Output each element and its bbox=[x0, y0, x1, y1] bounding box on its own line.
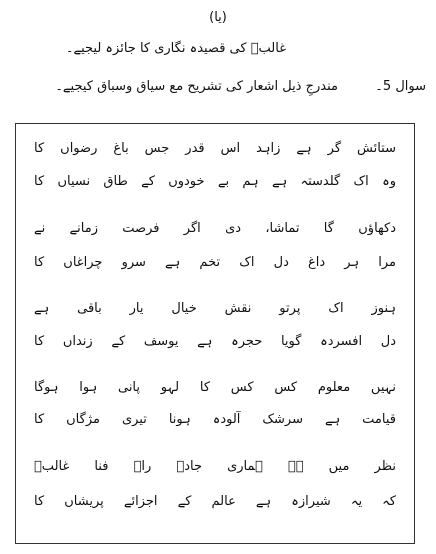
verse-line: ہنوز اک پرتو نقش خیال یار باقی ہے bbox=[34, 301, 396, 316]
verse-line: قیامت ہے سرشک آلودہ ہونا تیری مژگاں کا bbox=[34, 412, 396, 427]
question-row bbox=[55, 77, 426, 97]
verse-line: دکھاؤں گا تماشا، دی اگر فرصت زمانے نے bbox=[34, 221, 396, 236]
or-label: (یا) bbox=[209, 10, 227, 25]
verse-line: ستائش گر ہے زاہد اس قدر جس باغ رضواں کا bbox=[34, 141, 396, 156]
verse-line: وہ اک گلدستہ ہے ہم بے خودوں کے طاق نسیاں کا bbox=[34, 174, 396, 189]
verse-line: کہ یہ شیرازہ ہے عالم کے اجزائے پریشاں کا bbox=[34, 494, 396, 509]
verse-line: مرا ہر داغ دل اک تخم ہے سرو چراغاں کا bbox=[34, 255, 396, 270]
verse-line: دل افسردہ گویا حجرہ ہے یوسف کے زنداں کا bbox=[34, 334, 396, 349]
essay-instruction: غالبؔ کی قصیدہ نگاری کا جائزہ لیجیے۔ bbox=[65, 41, 286, 56]
verse-line: نہیں معلوم کس کس کا لہو پانی ہوا ہوگا bbox=[34, 380, 396, 395]
question-number: سوال 5۔ bbox=[375, 79, 426, 94]
question-text: مندرجِ ذیل اشعار کی تشریح مع سیاق وسباق کیجیے۔ bbox=[55, 79, 338, 94]
poem-box bbox=[15, 123, 415, 544]
verse-line: نظر میں ہے ہماری جادۂ راہ فنا غالبؔ bbox=[34, 459, 396, 474]
